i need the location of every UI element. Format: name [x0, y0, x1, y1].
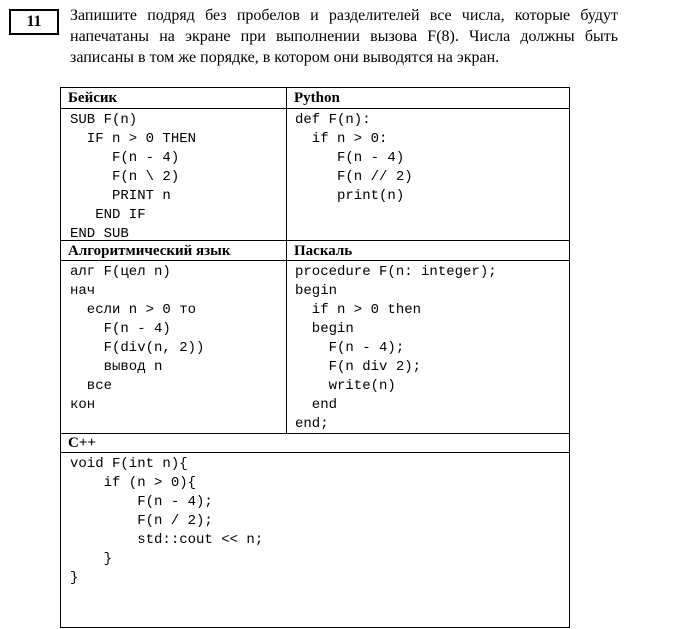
row-divider	[61, 452, 569, 453]
algorithmic-header: Алгоритмический язык	[68, 243, 231, 259]
row-divider	[61, 108, 570, 109]
python-header: Python	[294, 90, 340, 106]
basic-header: Бейсик	[68, 90, 118, 106]
pascal-code: procedure F(n: integer); begin if n > 0 then begin F(n - 4); F(n div 2); write(n) end end;	[295, 264, 497, 432]
task-number: 11	[9, 9, 59, 35]
cpp-header: C++	[68, 435, 96, 451]
algorithmic-code: алг F(цел n) нач если n > 0 то F(n - 4) F(div(n, 2)) вывод n все кон	[70, 264, 205, 413]
pascal-header: Паскаль	[294, 243, 353, 259]
question-text: Запишите подряд без пробелов и разделителей все числа, которые будут напечатаны на экране при выполнении вызова F(8). Числа должны быть записаны в том же порядке, в котором они выводятся на экран.	[70, 7, 618, 66]
python-code: def F(n): if n > 0: F(n - 4) F(n // 2) print(n)	[295, 112, 413, 204]
cpp-code: void F(int n){ if (n > 0){ F(n - 4); F(n / 2); std::cout << n; } }	[70, 456, 264, 586]
code-table	[60, 87, 570, 628]
basic-code: SUB F(n) IF n > 0 THEN F(n - 4) F(n \ 2) PRINT n END IF END SUB	[70, 112, 197, 242]
